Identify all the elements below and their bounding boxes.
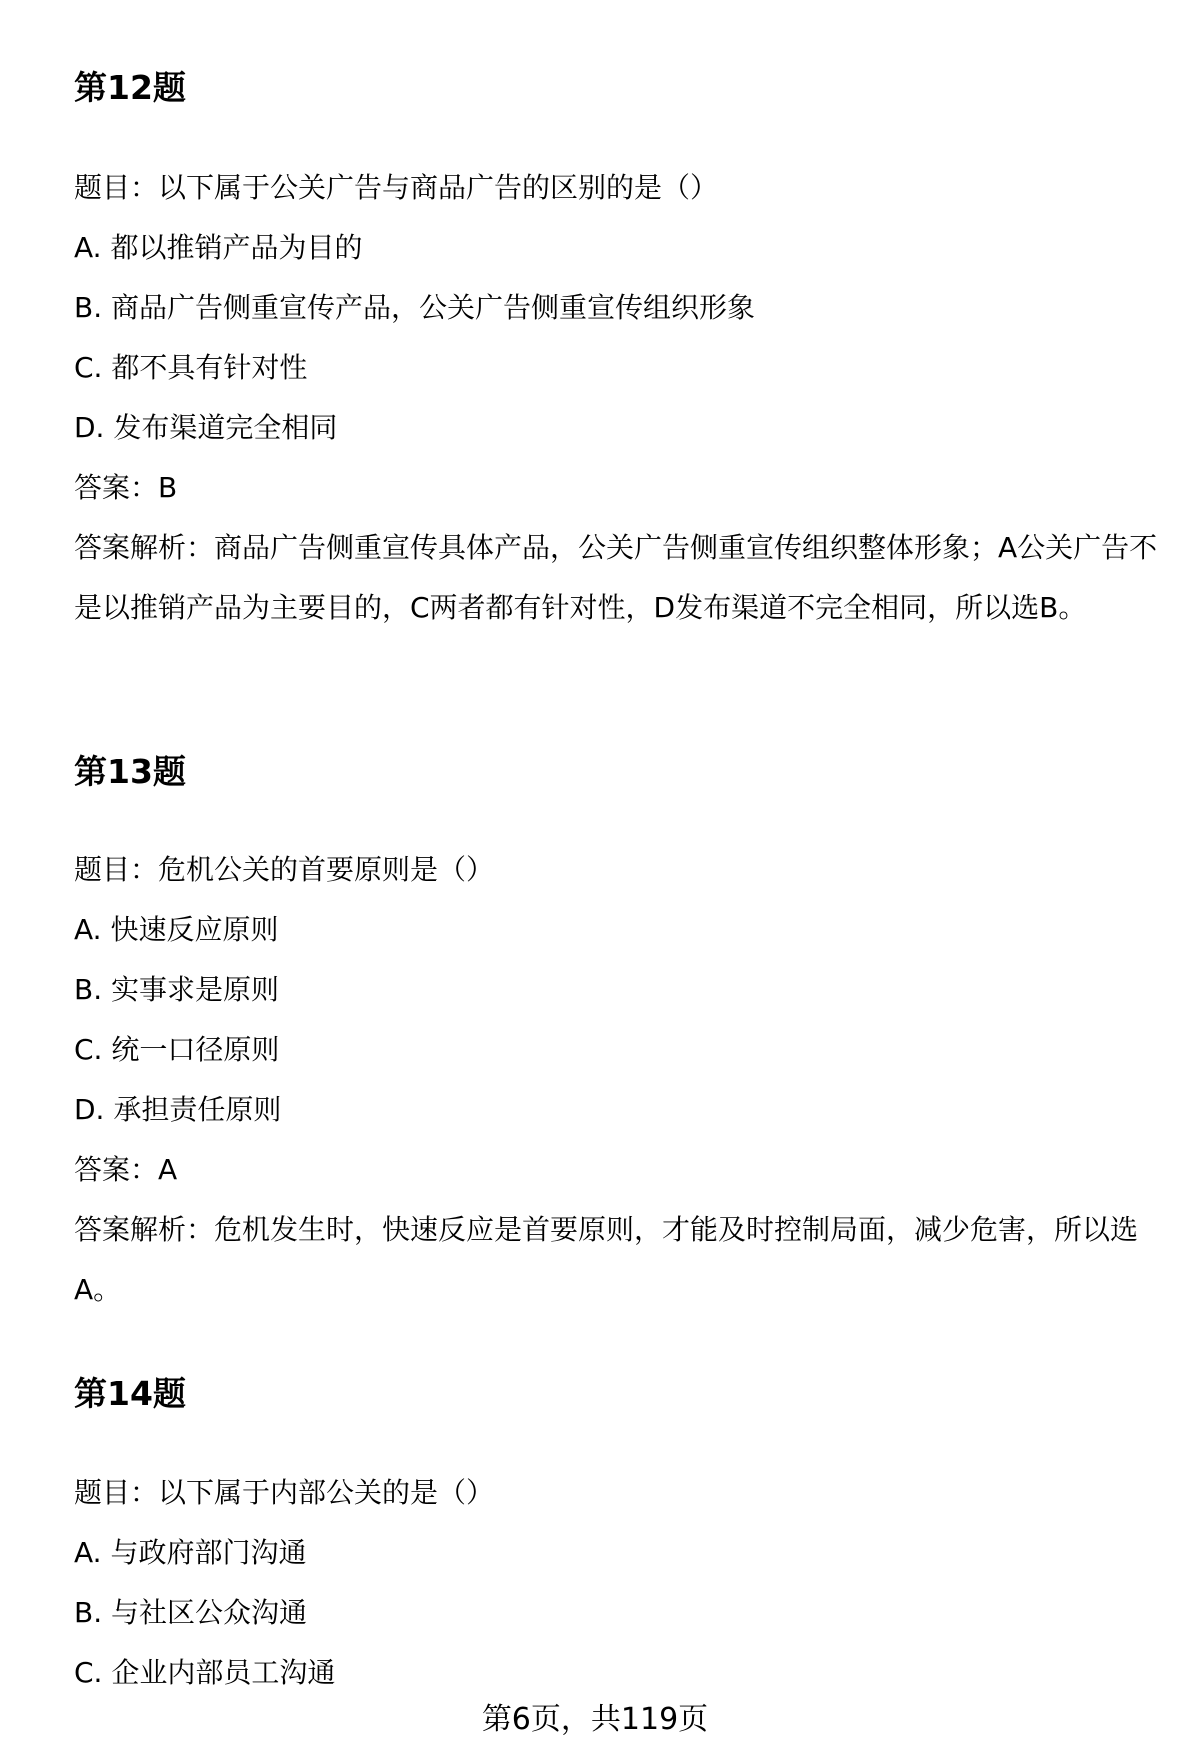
question-stem: 题目：以下属于内部公关的是（）	[74, 1476, 495, 1509]
option-b: B. 实事求是原则	[74, 973, 280, 1006]
question-stem: 题目：危机公关的首要原则是（）	[74, 853, 495, 886]
question-title: 第13题	[74, 752, 186, 791]
answer-analysis: 答案解析：商品广告侧重宣传具体产品，公关广告侧重宣传组织整体形象；A公关广告不是以推销产品为主要目的，C两者都有针对性，D发布渠道不完全相同，所以选B。	[74, 531, 1158, 624]
option-d: D. 发布渠道完全相同	[74, 411, 338, 444]
option-a: A. 与政府部门沟通	[74, 1536, 307, 1569]
answer: 答案：A	[74, 1153, 178, 1186]
answer: 答案：B	[74, 471, 178, 504]
option-a: A. 都以推销产品为目的	[74, 231, 363, 264]
question-stem: 题目：以下属于公关广告与商品广告的区别的是（）	[74, 171, 719, 204]
option-b: B. 商品广告侧重宣传产品，公关广告侧重宣传组织形象	[74, 291, 756, 324]
answer-analysis: 答案解析：危机发生时，快速反应是首要原则，才能及时控制局面，减少危害，所以选A。	[74, 1213, 1139, 1306]
option-b: B. 与社区公众沟通	[74, 1596, 308, 1629]
option-c: C. 企业内部员工沟通	[74, 1656, 336, 1689]
option-c: C. 统一口径原则	[74, 1033, 280, 1066]
option-c: C. 都不具有针对性	[74, 351, 308, 384]
option-d: D. 承担责任原则	[74, 1093, 282, 1126]
question-title: 第12题	[74, 68, 186, 107]
page-number: 第6页，共119页	[481, 1702, 709, 1737]
question-title: 第14题	[74, 1374, 186, 1413]
option-a: A. 快速反应原则	[74, 913, 279, 946]
